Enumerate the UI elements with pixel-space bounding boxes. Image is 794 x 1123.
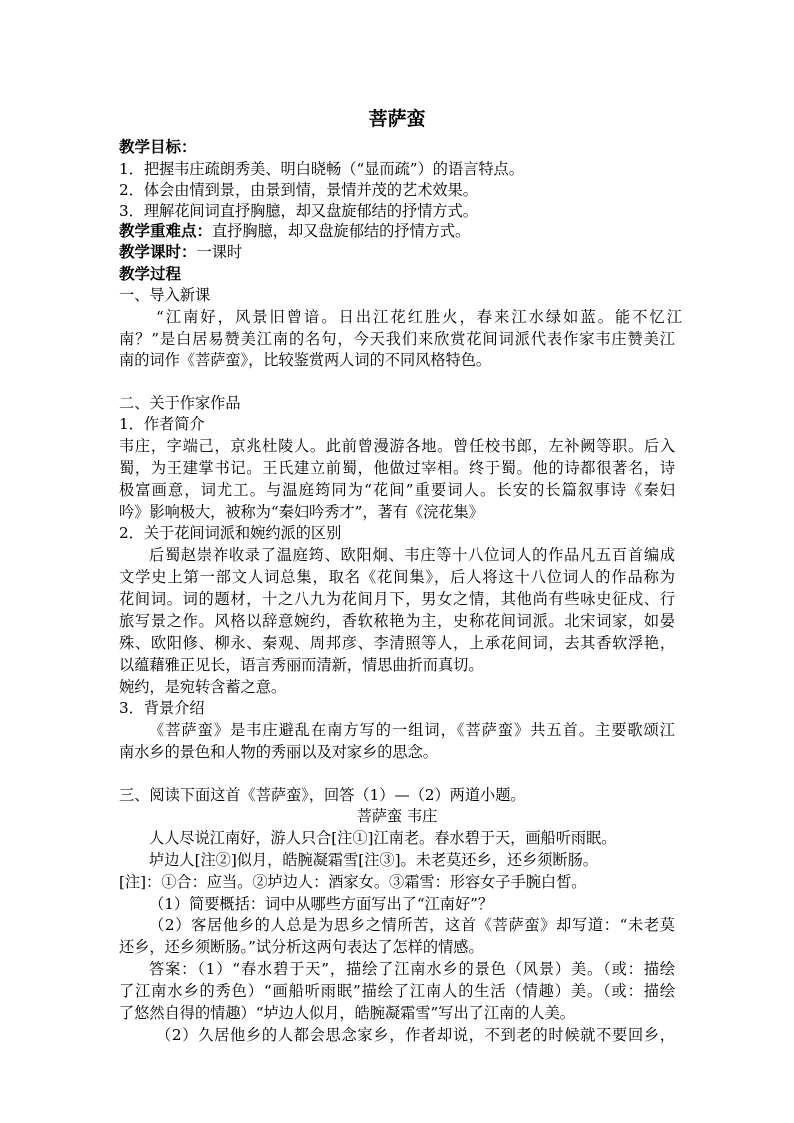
paragraph-line: 南的词作《菩萨蛮》，比较鉴赏两人词的不同风格特色。 [119,351,492,369]
duration-text: 一课时 [196,243,243,261]
poem-line: 垆边人[注②]似月，皓腕凝霜雪[注③]。未老莫还乡，还乡须断肠。 [149,851,598,869]
paragraph-line: 花间词。词的题材，十之八九为花间月下，男女之情，其他尚有些咏史征戍、行 [119,590,675,608]
school-subheading: 2．关于花间词派和婉约派的区别 [119,524,342,542]
objective-item: 3．理解花间词直抒胸臆，却又盘旋郁结的抒情方式。 [119,202,478,220]
wanyue-definition: 婉约，是宛转含蓄之意。 [119,678,287,696]
section3-heading: 三、阅读下面这首《菩萨蛮》，回答（1）—（2）两道小题。 [119,786,526,804]
poem-notes: [注]：①合：应当。②垆边人：酒家女。③霜雪：形容女子手腕白皙。 [119,873,587,891]
question-1: （1）简要概括：词中从哪些方面写出了“江南好”？ [149,895,494,913]
answer-line: 了江南水乡的秀色）“画船听雨眠”描绘了江南人的生活（情趣）美。（或：描绘 [119,982,675,1000]
answer-line: 答案：（1）“春水碧于天”，描绘了江南水乡的景色（风景）美。（或：描绘 [149,960,675,978]
objectives-heading: 教学目标： [119,138,197,156]
author-subheading: 1．作者简介 [119,415,205,433]
section2-heading: 二、关于作家作品 [119,394,241,412]
answer-line: 了悠然自得的情趣）“垆边人似月，皓腕凝霜雪”写出了江南的人美。 [119,1004,575,1022]
paragraph-line: “江南好，风景旧曾谙。日出江花红胜火，春来江水绿如蓝。能不忆江 [156,308,682,326]
key-point-line [119,220,470,242]
paragraph-line: 南？”是白居易赞美江南的名句，今天我们来欣赏花间词派代表作家韦庄赞美江 [119,330,675,348]
paragraph-line: 《菩萨蛮》是韦庄避乱在南方写的一组词，《菩萨蛮》共五首。主要歌颂江 [149,721,675,739]
paragraph-line: 南水乡的景色和人物的秀丽以及对家乡的思念。 [119,743,438,761]
key-point-label: 教学重难点： [119,222,213,240]
objective-item: 2．体会由情到景，由景到情，景情并茂的艺术效果。 [119,181,478,199]
section1-heading: 一、导入新课 [119,286,211,304]
duration-line [119,241,242,263]
background-subheading: 3．背景介绍 [119,699,205,717]
paragraph-line: 极富画意，词尤工。与温庭筠同为“花间”重要词人。长安的长篇叙事诗《秦妇 [119,481,675,499]
duration-label: 教学课时： [119,243,197,261]
paragraph-line: 以蕴藉雅正见长，语言秀丽而清新，情思曲折而真切。 [119,656,484,674]
key-point-text: 直抒胸臆，却又盘旋郁结的抒情方式。 [212,222,471,240]
paragraph-line: 吟》影响极大，被称为“秦妇吟秀才”，著有《浣花集》 [119,503,484,521]
page-title: 菩萨蛮 [368,108,426,130]
poem-line: 人人尽说江南好，游人只合[注①]江南老。春水碧于天，画船听雨眠。 [149,829,617,847]
paragraph-line: 韦庄，字端己，京兆杜陵人。此前曾漫游各地。曾任校书郎，左补阙等职。后入 [119,437,675,455]
process-heading: 教学过程 [119,265,182,283]
answer-2-line: （2）久居他乡的人都会思念家乡，作者却说，不到老的时候就不要回乡， [156,1026,675,1044]
question-2-line: 还乡，还乡须断肠。”试分析这两句表达了怎样的情感。 [119,938,484,956]
paragraph-line: 殊、欧阳修、柳永、秦观、周邦彦、李清照等人，上承花间词，去其香软浮艳， [119,634,675,652]
paragraph-line: 文学史上第一部文人词总集，取名《花间集》，后人将这十八位词人的作品称为 [119,568,675,586]
question-2-line: （2）客居他乡的人总是为思乡之情所苦，这首《菩萨蛮》却写道：“未老莫 [149,916,675,934]
paragraph-line: 旅写景之作。风格以辞意婉约，香软秾艳为主，史称花间词派。北宋词家，如晏 [119,612,675,630]
poem-title: 菩萨蛮 韦庄 [356,807,438,825]
objective-item: 1．把握韦庄疏朗秀美、明白晓畅（“显而疏”）的语言特点。 [119,160,524,178]
paragraph-line: 蜀，为王建掌书记。王氏建立前蜀，他做过宰相。终于蜀。他的诗都很著名，诗 [119,459,675,477]
paragraph-line: 后蜀赵崇祚收录了温庭筠、欧阳炯、韦庄等十八位词人的作品凡五百首编成 [149,546,675,564]
